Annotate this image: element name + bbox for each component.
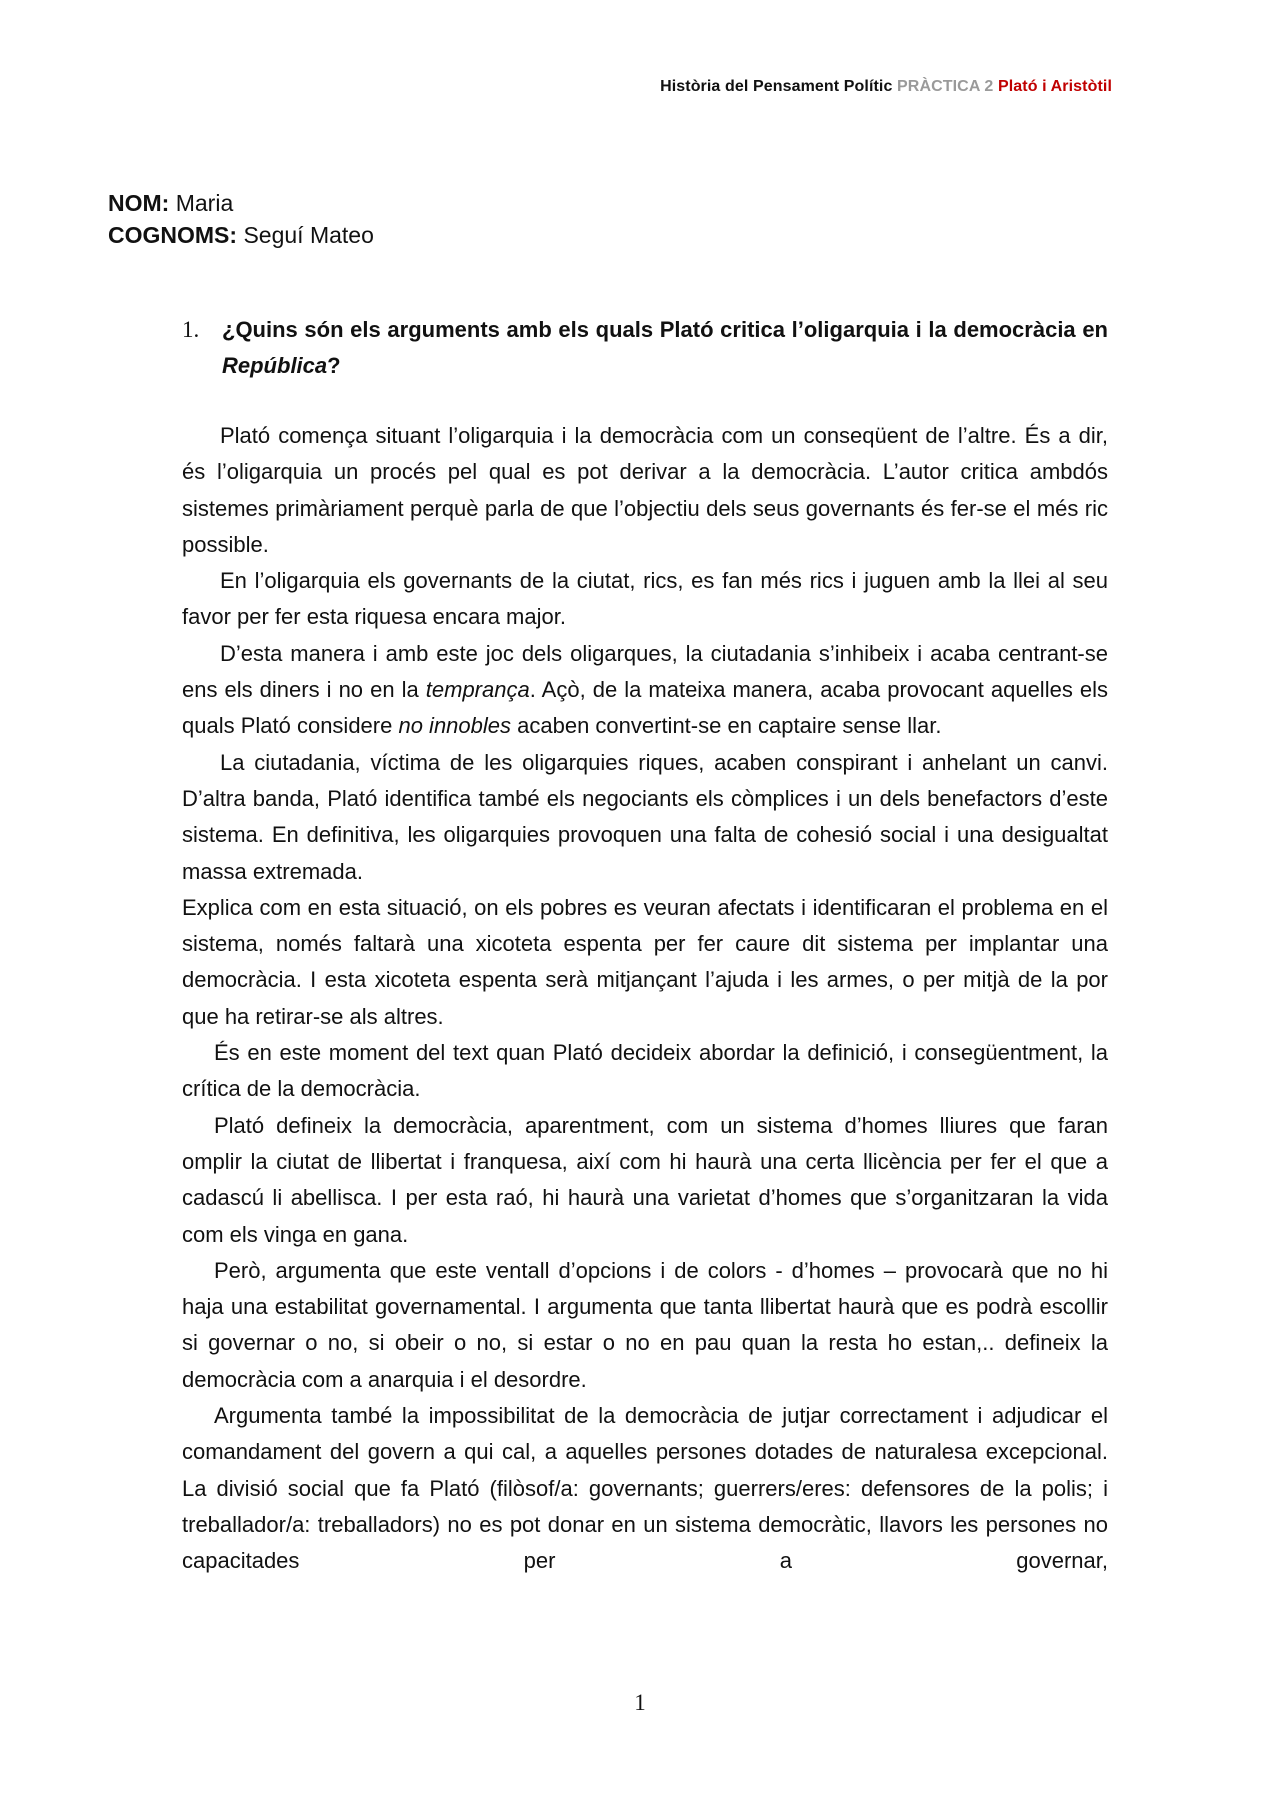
surname-line xyxy=(108,219,374,251)
paragraph-9: Argumenta també la impossibilitat de la democràcia de jutjar correctament i adjudicar el comandament del govern a qui cal, a aquelles persones dotades de naturalesa excepcional. La divisió social que fa Plató (filòsof/a: governants; guerrers/eres: defensores de la polis; i treballador/a: treballadors) no es pot donar en un sistema democràtic, llavors les persones no capacitades per a governar, xyxy=(182,1403,1108,1574)
student-identity xyxy=(108,187,374,251)
paragraph-3-part-b: . Açò, de la mateixa manera, acaba provocant aquelles els quals Plató considere xyxy=(182,677,1108,739)
name-label: NOM: xyxy=(108,190,170,216)
name-line xyxy=(108,187,374,219)
header-practice: PRÀCTICA 2 xyxy=(897,78,994,95)
page-number: 1 xyxy=(634,1690,646,1715)
question-heading xyxy=(182,312,1108,384)
answer-body xyxy=(182,418,1108,1580)
surname-label: COGNOMS: xyxy=(108,222,238,248)
question-text-after: ? xyxy=(327,353,341,378)
paragraph-3-emphasis-2: no innobles xyxy=(398,713,512,739)
paragraph-2: En l’oligarquia els governants de la ciutat, rics, es fan més rics i juguen amb la llei al seu favor per fer esta riquesa encara major. xyxy=(182,568,1108,630)
running-header xyxy=(660,78,1112,96)
name-value: Maria xyxy=(175,190,234,216)
paragraph-3-emphasis-1: temprança xyxy=(425,677,530,703)
question-text-before: ¿Quins són els arguments amb els quals Plató critica l’oligarquia i la democràcia en xyxy=(222,317,1108,342)
question-number: 1. xyxy=(182,317,200,342)
paragraph-4: La ciutadania, víctima de les oligarquies riques, acaben conspirant i anhelant un canvi. D’altra banda, Plató identifica també els negociants els còmplices i un dels benefactors d’este sistema. En definitiva, les oligarquies provoquen una falta de cohesió social i una desigualtat massa extremada. xyxy=(182,749,1108,884)
paragraph-1: Plató comença situant l’oligarquia i la democràcia com un conseqüent de l’altre. És a dir, és l’oligarquia un procés pel qual es pot derivar a la democràcia. L’autor critica ambdós sistemes primàriament perquè parla de que l’objectiu dels seus governants és fer-se el més ric possible. xyxy=(182,423,1108,557)
surname-value: Seguí Mateo xyxy=(243,222,374,248)
paragraph-7: Plató defineix la democràcia, aparentment, com un sistema d’homes lliures que faran omplir la ciutat de llibertat i franquesa, així com hi haurà una certa llicència per fer el que a cadascú li abellisca. I per esta raó, hi haurà una varietat d’homes que s’organitzaran la vida com els vinga en gana. xyxy=(182,1112,1108,1247)
paragraph-3-part-c: acaben convertint-se en captaire sense llar. xyxy=(511,713,942,739)
paragraph-5: Explica com en esta situació, on els pobres es veuran afectats i identificaran el problema en el sistema, només faltarà una xicoteta espenta per fer caure dit sistema per implantar una democràcia. I esta xicoteta espenta serà mitjançant l’ajuda i les armes, o per mitjà de la por que ha retirar-se als altres. xyxy=(182,894,1108,1029)
question-work-title: República xyxy=(222,353,328,378)
header-course: Història del Pensament Polític xyxy=(660,78,893,95)
paragraph-8: Però, argumenta que este ventall d’opcions i de colors - d’homes – provocarà que no hi haja una estabilitat governamental. I argumenta que tanta llibertat haurà que es podrà escollir si governar o no, si obeir o no, si estar o no en pau quan la resta ho estan,.. defineix la democràcia com a anarquia i el desordre. xyxy=(182,1257,1108,1392)
paragraph-3 xyxy=(182,636,1108,745)
header-topic: Plató i Aristòtil xyxy=(997,78,1112,95)
paragraph-6: És en este moment del text quan Plató decideix abordar la definició, i consegüentment, la crítica de la democràcia. xyxy=(182,1040,1108,1102)
paragraph-3-part-a: D’esta manera i amb este joc dels oligarques, la ciutadania s’inhibeix i acaba centrant-se ens els diners i no en la xyxy=(182,640,1108,703)
question-text xyxy=(222,312,1108,384)
